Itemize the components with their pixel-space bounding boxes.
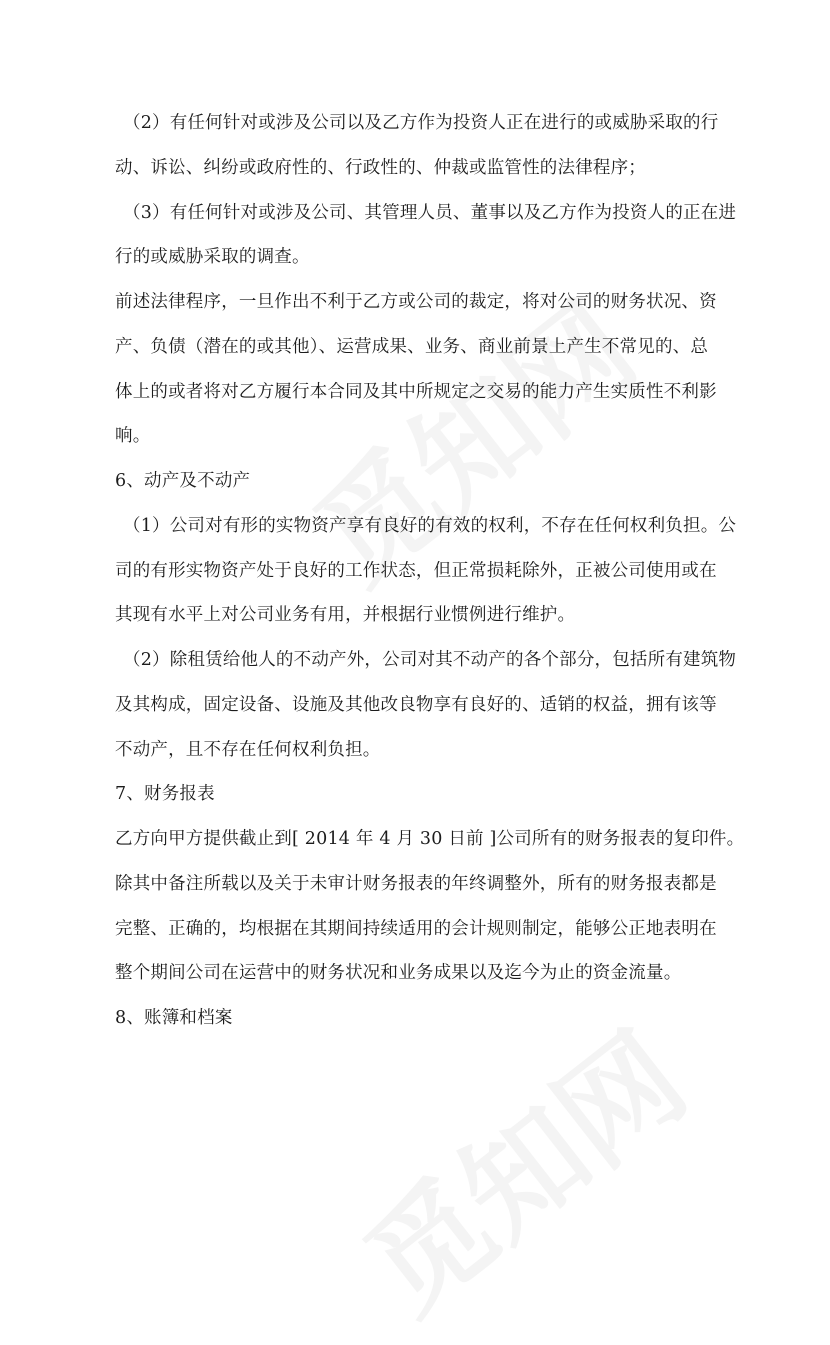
paragraph-line: 响。 bbox=[115, 426, 151, 446]
paragraph-line: 不动产，且不存在任何权利负担。 bbox=[115, 740, 381, 760]
paragraph-line: 及其构成，固定设备、设施及其他改良物享有良好的、适销的权益，拥有该等 bbox=[115, 695, 717, 715]
paragraph-line: 整个期间公司在运营中的财务状况和业务成果以及迄今为止的资金流量。 bbox=[115, 963, 682, 983]
paragraph-line: 动、诉讼、纠纷或政府性的、行政性的、仲裁或监管性的法律程序； bbox=[115, 158, 646, 178]
watermark bbox=[325, 987, 715, 1344]
paragraph-line: 除其中备注所载以及关于未审计财务报表的年终调整外，所有的财务报表都是 bbox=[115, 874, 717, 894]
paragraph-line: 其现有水平上对公司业务有用，并根据行业惯例进行维护。 bbox=[115, 605, 576, 625]
paragraph-line: 乙方向甲方提供截止到[ 2014 年 4 月 30 日前 ]公司所有的财务报表的复印件。 bbox=[115, 829, 745, 849]
paragraph-line: 行的或威胁采取的调查。 bbox=[115, 247, 310, 267]
paragraph-line: 体上的或者将对乙方履行本合同及其中所规定之交易的能力产生实质性不利影 bbox=[115, 382, 717, 402]
paragraph-line: （1）公司对有形的实物资产享有良好的有效的权利，不存在任何权利负担。公 bbox=[123, 516, 737, 536]
paragraph-line: （2）有任何针对或涉及公司以及乙方作为投资人正在进行的或威胁采取的行 bbox=[123, 113, 719, 133]
paragraph-line: （3）有任何针对或涉及公司、其管理人员、董事以及乙方作为投资人的正在进 bbox=[123, 203, 737, 223]
paragraph-line: （2）除租赁给他人的不动产外，公司对其不动产的各个部分，包括所有建筑物 bbox=[123, 650, 737, 670]
paragraph-line: 完整、正确的，均根据在其期间持续适用的会计规则制定，能够公正地表明在 bbox=[115, 919, 717, 939]
paragraph-line: 前述法律程序，一旦作出不利于乙方或公司的裁定，将对公司的财务状况、资 bbox=[115, 292, 717, 312]
section-heading: 8、账簿和档案 bbox=[115, 1008, 233, 1028]
section-heading: 6、动产及不动产 bbox=[115, 471, 251, 491]
section-heading: 7、财务报表 bbox=[115, 784, 215, 804]
paragraph-line: 司的有形实物资产处于良好的工作状态，但正常损耗除外，正被公司使用或在 bbox=[115, 561, 717, 581]
paragraph-line: 产、负债（潜在的或其他）、运营成果、业务、商业前景上产生不常见的、总 bbox=[115, 337, 709, 357]
